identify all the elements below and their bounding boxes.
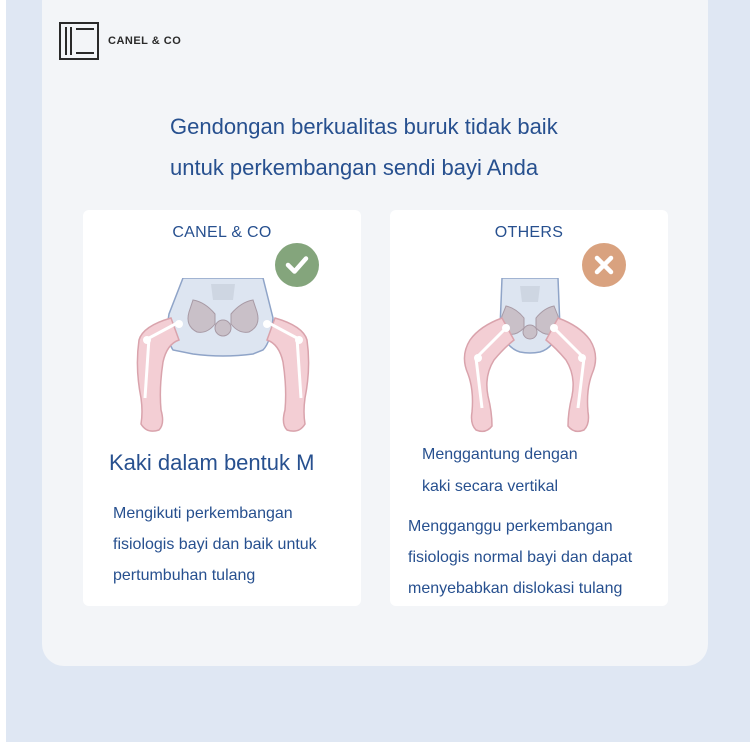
hanging-legs-illustration — [430, 278, 630, 440]
headline-line-2: untuk perkembangan sendi bayi Anda — [170, 155, 539, 180]
good-column-title: CANEL & CO — [172, 224, 272, 241]
good-column-subtitle: Kaki dalam bentuk M — [109, 450, 315, 475]
page-headline — [170, 106, 650, 188]
others-column-subtitle — [422, 439, 578, 503]
logo-mark-icon — [58, 21, 102, 61]
headline-line-1: Gendongan berkualitas buruk tidak baik — [170, 114, 558, 139]
others-column-title: OTHERS — [494, 224, 564, 241]
others-carrier-column — [390, 210, 668, 606]
others-desc-line-1: Mengganggu perkembangan — [408, 518, 613, 535]
others-desc-line-3: menyebabkan dislokasi tulang — [408, 580, 623, 597]
others-subtitle-line-1: Menggantung dengan — [422, 446, 578, 463]
brand-name: CANEL & CO — [108, 35, 182, 47]
m-shape-legs-illustration — [123, 278, 323, 440]
good-desc-line-2: fisiologis bayi dan baik untuk — [113, 536, 317, 553]
brand-logo — [58, 20, 181, 62]
good-carrier-column — [83, 210, 361, 606]
others-desc-line-2: fisiologis normal bayi dan dapat — [408, 549, 633, 566]
good-column-description — [113, 498, 317, 591]
good-desc-line-3: pertumbuhan tulang — [113, 567, 256, 584]
others-subtitle-line-2: kaki secara vertikal — [422, 478, 559, 495]
others-column-description — [408, 511, 632, 604]
good-desc-line-1: Mengikuti perkembangan — [113, 505, 293, 522]
